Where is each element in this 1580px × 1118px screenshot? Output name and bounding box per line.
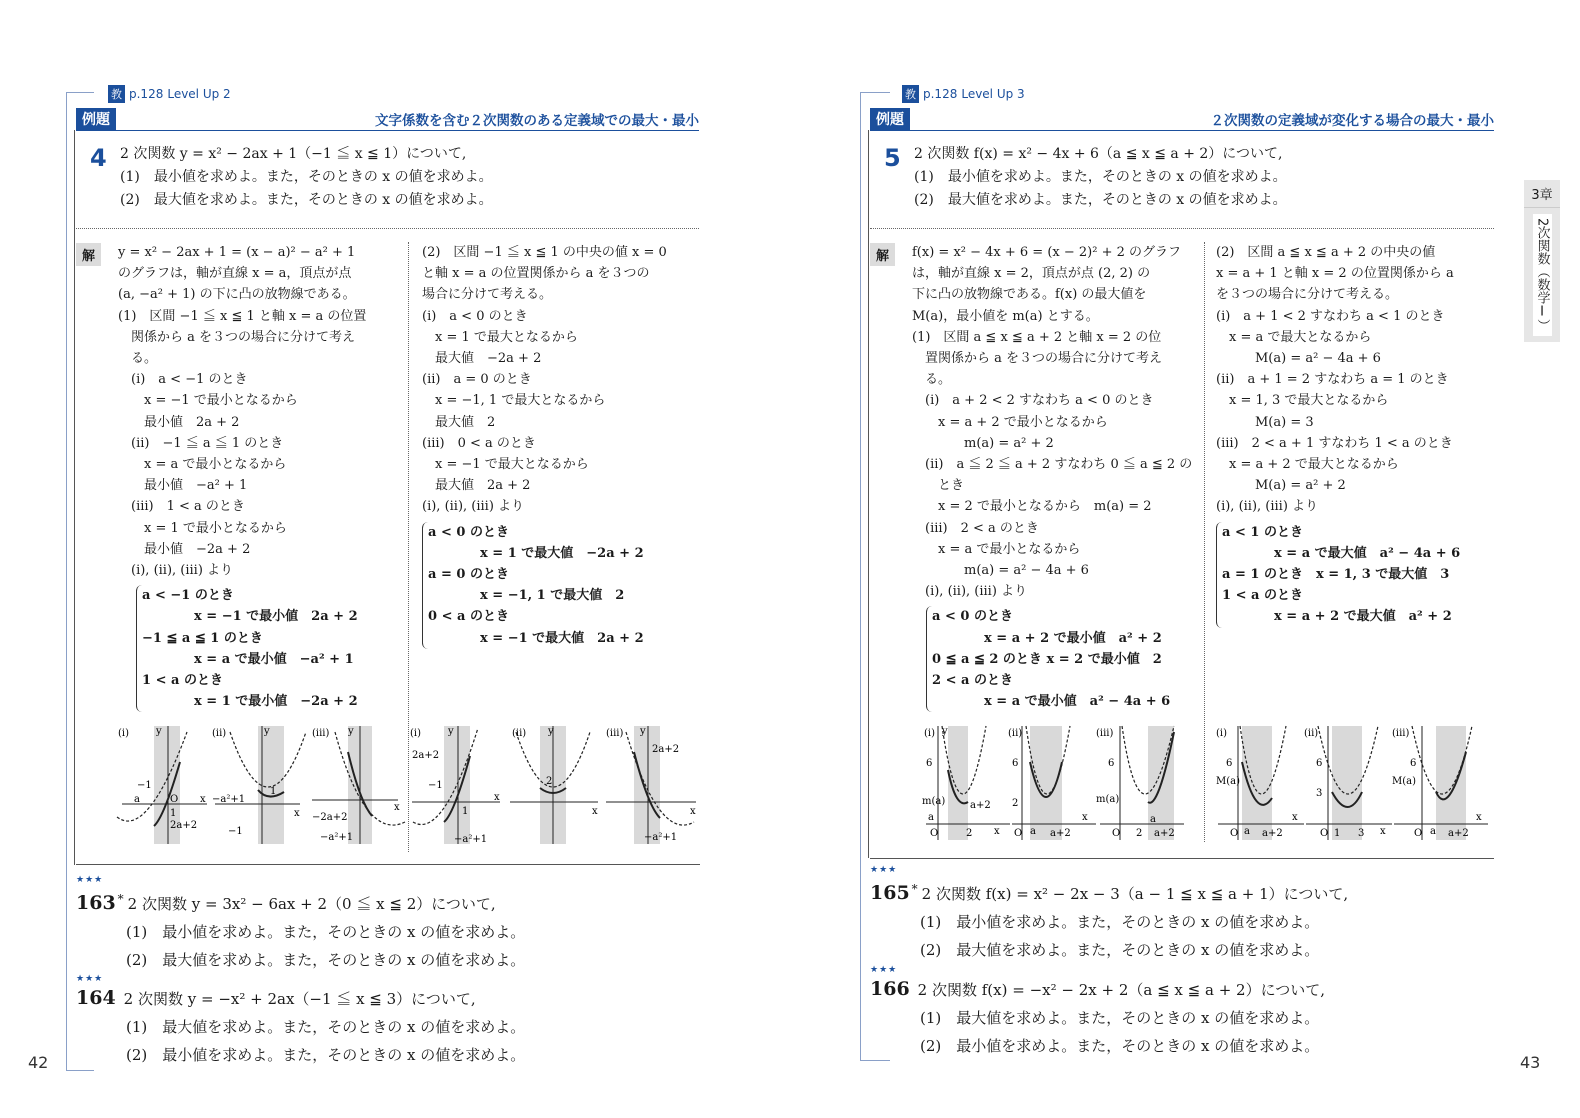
graph-label: (i) — [924, 728, 936, 739]
tick-label: −1 — [137, 780, 152, 791]
solution-line: x = −1 で最大となるから — [422, 457, 589, 473]
summary-line: 0 ≦ a ≦ 2 のとき x = 2 で最小値 2 — [932, 651, 1162, 667]
summary-line: a = 0 のとき — [428, 567, 509, 583]
graph-label: (i) — [118, 728, 130, 739]
solution-line: のグラフは，軸が直線 x = a，頂点が点 — [118, 266, 352, 282]
tick-label: a — [1430, 826, 1436, 837]
solution-line: x = a で最小となるから — [912, 541, 1081, 557]
solution-badge: 解 — [76, 243, 101, 266]
solution-line: x = −1 で最小となるから — [118, 393, 298, 409]
axis-label: x — [294, 808, 300, 819]
example-box-left — [74, 130, 75, 865]
solution-line: (1) 区間 a ≦ x ≦ a + 2 と軸 x = 2 の位 — [912, 329, 1162, 345]
solution-line: 関係から a を３つの場合に分けて考え — [118, 329, 356, 345]
solution-line: とき — [912, 478, 965, 494]
summary-line: x = −1 で最小値 2a + 2 — [142, 609, 358, 625]
tick-label: 6 — [926, 758, 933, 769]
solution-line: (i), (ii), (iii) より — [118, 563, 234, 579]
solution-line: x = a で最大となるから — [1216, 329, 1372, 345]
value-label: −2a+2 — [312, 812, 348, 823]
dotted-divider — [870, 228, 1494, 229]
axis-label: y — [448, 726, 454, 737]
axis-label: x — [200, 794, 206, 805]
solution-line: x = 1 で最大となるから — [422, 329, 578, 345]
value-label: m(a) — [1096, 794, 1120, 805]
exercise-mark: * — [117, 892, 124, 906]
solution-line: (i) a + 1 < 2 すなわち a < 1 のとき — [1216, 308, 1445, 324]
solution-line: m(a) = a² + 2 — [912, 435, 1054, 451]
origin-label: O — [170, 794, 179, 805]
solution-line: (i), (ii), (iii) より — [1216, 499, 1319, 515]
solution-column-1 — [912, 242, 1198, 712]
summary-line: a < −1 のとき — [142, 588, 234, 604]
summary-line: x = 1 で最大値 −2a + 2 — [428, 545, 644, 561]
tick-label: a+2 — [1448, 828, 1469, 839]
summary-line: 1 < a のとき — [142, 673, 223, 689]
axis-label: x — [1082, 812, 1088, 823]
summary-line: x = a で最小値 a² − 4a + 6 — [932, 694, 1171, 710]
solution-line: (ii) a ≦ 2 ≦ a + 2 すなわち 0 ≦ a ≦ 2 の — [912, 457, 1193, 473]
summary-line: x = a + 2 で最小値 a² + 2 — [932, 630, 1162, 646]
origin-label: O — [1112, 828, 1121, 839]
value-label: −a²+1 — [320, 832, 354, 843]
solution-line: (i), (ii), (iii) より — [422, 499, 525, 515]
ref-page: p.128 — [129, 87, 164, 101]
domain-shade — [1242, 726, 1272, 840]
exercise-line: 2 次関数 y = 3x² − 6ax + 2（0 ≦ x ≦ 2）について, — [127, 895, 496, 913]
example-label: 例題 — [870, 108, 910, 130]
example-header — [76, 108, 699, 131]
value-label: −a²+1 — [212, 794, 246, 805]
right-page — [790, 0, 1580, 1118]
solution-line: M(a) = a² − 4a + 6 — [1216, 351, 1381, 367]
axis-label: x — [1476, 812, 1482, 823]
solution-line: x = −1, 1 で最大となるから — [422, 393, 606, 409]
graph-i-min — [922, 726, 1010, 840]
tick-label: a+2 — [1050, 828, 1071, 839]
solution-badge: 解 — [870, 243, 895, 266]
example-box-bottom — [870, 858, 1494, 859]
graph-i-min — [117, 726, 207, 844]
solution-line: (i), (ii), (iii) より — [912, 584, 1028, 600]
graph-i-max — [410, 726, 500, 845]
problem-line: 2 次関数 y = x² − 2ax + 1（−1 ≦ x ≦ 1）について, — [120, 146, 467, 162]
graph-label: (ii) — [1304, 728, 1319, 739]
problem-line: 2 次関数 f(x) = x² − 4x + 6（a ≦ x ≦ a + 2）について, — [914, 146, 1283, 162]
tick-label: 1 — [1334, 828, 1341, 839]
value-label: M(a) — [1216, 776, 1241, 787]
page-frame-left — [860, 92, 861, 1060]
chapter-title: 2次関数（数学Ⅰ） — [1533, 214, 1552, 336]
axis-label: x — [994, 826, 1000, 837]
summary-brace — [422, 522, 700, 649]
axis-label: x — [494, 792, 500, 803]
solution-line: (iii) 0 < a のとき — [422, 435, 536, 451]
exercise-line: (1) 最大値を求めよ。また，そのときの x の値を求めよ。 — [920, 1009, 1320, 1027]
exercise-164 — [76, 975, 525, 1069]
summary-brace — [1216, 522, 1496, 628]
exercise-line: 2 次関数 f(x) = −x² − 2x + 2（a ≦ x ≦ a + 2）について, — [917, 981, 1326, 999]
solution-line: る。 — [912, 372, 952, 388]
value-label: 2a+2 — [652, 744, 680, 755]
tick-label: a — [1030, 826, 1036, 837]
solution-line: (i) a < −1 のとき — [118, 372, 248, 388]
tick-label: 6 — [1012, 758, 1019, 769]
graph-label: (i) — [1216, 728, 1228, 739]
value-label: 2a+2 — [412, 750, 440, 761]
exercise-number: 164 — [76, 987, 116, 1009]
example-topic: ２次関数の定義域が変化する場合の最大・最小 — [1210, 113, 1494, 129]
solution-line: (iii) 2 < a + 1 すなわち 1 < a のとき — [1216, 435, 1453, 451]
graph-i-max — [1216, 726, 1304, 840]
example-topic: 文字係数を含む２次関数のある定義域での最大・最小 — [375, 113, 699, 129]
exercise-line: 2 次関数 y = −x² + 2ax（−1 ≦ x ≦ 3）について, — [123, 990, 476, 1008]
tick-label: 2 — [1136, 828, 1143, 839]
example-problem — [120, 143, 493, 212]
exercise-165 — [870, 866, 1348, 964]
solution-line: x = a + 2 で最大となるから — [1216, 457, 1399, 473]
axis-label: x — [1292, 812, 1298, 823]
textbook-ref — [902, 85, 1025, 103]
axis-label: y — [156, 726, 162, 737]
textbook-icon: 教 — [902, 85, 919, 103]
exercise-163 — [76, 876, 525, 974]
solution-line: (ii) −1 ≦ a ≦ 1 のとき — [118, 435, 284, 451]
origin-label: O — [930, 828, 939, 839]
tick-label: a+2 — [970, 800, 991, 811]
solution-line: M(a)，最小値を m(a) とする。 — [912, 308, 1099, 324]
example-header — [870, 108, 1494, 131]
tick-label: a — [928, 812, 934, 823]
value-label: −a²+1 — [644, 832, 678, 843]
example-label: 例題 — [76, 108, 116, 130]
page-number: 42 — [28, 1053, 49, 1072]
problem-line: (2) 最大値を求めよ。また，そのときの x の値を求めよ。 — [914, 192, 1287, 208]
graph-ii-max — [1304, 726, 1392, 840]
domain-shade — [1030, 726, 1062, 840]
solution-line: を３つの場合に分けて考える。 — [1216, 287, 1399, 303]
tick-label: 1 — [170, 808, 177, 819]
dotted-divider — [76, 228, 699, 229]
summary-line: x = −1, 1 で最大値 2 — [428, 588, 625, 604]
tick-label: 6 — [1316, 758, 1323, 769]
solution-line: 置関係から a を３つの場合に分けて考え — [912, 351, 1163, 367]
value-label: M(a) — [1392, 776, 1417, 787]
graph-label: (ii) — [1008, 728, 1023, 739]
solution-line: 最小値 2a + 2 — [118, 414, 240, 430]
exercise-line: (2) 最大値を求めよ。また，そのときの x の値を求めよ。 — [920, 941, 1320, 959]
axis-label: x — [394, 802, 400, 813]
solution-line: x = a + 1 と軸 x = 2 の位置関係から a — [1216, 266, 1454, 282]
summary-brace — [136, 585, 400, 712]
exercise-mark: * — [911, 882, 918, 896]
example-number: 4 — [90, 144, 107, 172]
axis-label: x — [592, 806, 598, 817]
summary-line: x = a + 2 で最大値 a² + 2 — [1222, 609, 1452, 625]
solution-line: x = 1 で最小となるから — [118, 520, 287, 536]
graph-ii-max — [510, 726, 598, 844]
graph-label: (i) — [410, 728, 422, 739]
value-label: 2a+2 — [170, 820, 198, 831]
exercise-line: (2) 最小値を求めよ。また，そのときの x の値を求めよ。 — [920, 1037, 1320, 1055]
page-frame-left — [66, 92, 67, 1070]
tick-label: 3 — [1358, 828, 1365, 839]
chapter-number: 3章 — [1524, 180, 1560, 208]
graph-ii-min — [212, 726, 306, 844]
solution-line: (i) a < 0 のとき — [422, 308, 528, 324]
value-label: −a²+1 — [454, 834, 488, 845]
domain-shade — [1436, 726, 1466, 840]
solution-line: m(a) = a² − 4a + 6 — [912, 563, 1089, 579]
solution-line: x = a + 2 で最小となるから — [912, 414, 1108, 430]
graph-label: (ii) — [212, 728, 227, 739]
exercise-line: (1) 最小値を求めよ。また，そのときの x の値を求めよ。 — [126, 923, 526, 941]
tick-label: 1 — [270, 786, 277, 797]
solution-line: y = x² − 2ax + 1 = (x − a)² − a² + 1 — [118, 245, 356, 260]
solution-line: (ii) a + 1 = 2 すなわち a = 1 のとき — [1216, 372, 1449, 388]
summary-line: a < 1 のとき — [1222, 524, 1303, 540]
summary-line: 2 < a のとき — [932, 673, 1013, 689]
difficulty-stars: ★★★ — [870, 965, 898, 975]
tick-label: a+2 — [1154, 828, 1175, 839]
exercise-number: 165 — [870, 882, 910, 904]
exercise-line: 2 次関数 f(x) = x² − 2x − 3（a − 1 ≦ x ≦ a + 1）について, — [921, 885, 1349, 903]
difficulty-stars: ★★★ — [76, 974, 104, 984]
tick-label: a+2 — [1262, 828, 1283, 839]
solution-line: と軸 x = a の位置関係から a を３つの — [422, 266, 650, 282]
graph-label: (iii) — [312, 728, 330, 739]
ref-page: p.128 — [923, 87, 958, 101]
origin-label: O — [1014, 828, 1023, 839]
ref-level: Level Up 3 — [961, 87, 1025, 101]
problem-line: (1) 最小値を求めよ。また，そのときの x の値を求めよ。 — [914, 169, 1287, 185]
tick-label: 6 — [1226, 758, 1233, 769]
page-frame-top — [66, 92, 94, 93]
solution-line: x = a で最小となるから — [118, 457, 287, 473]
tick-label: 6 — [1108, 758, 1115, 769]
value-label: 2 — [546, 776, 553, 787]
solution-column-2 — [1216, 242, 1496, 628]
solution-line: 下に凸の放物線である。f(x) の最大値を — [912, 287, 1147, 303]
tick-label: 2 — [1012, 798, 1019, 809]
summary-line: 0 < a のとき — [428, 609, 509, 625]
solution-line: f(x) = x² − 4x + 6 = (x − 2)² + 2 のグラフ — [912, 245, 1182, 260]
summary-line: x = −1 で最大値 2a + 2 — [428, 630, 644, 646]
tick-label: 1 — [462, 806, 469, 817]
axis-label: y — [640, 726, 646, 737]
summary-line: x = a で最大値 a² − 4a + 6 — [1222, 545, 1461, 561]
page-frame-bottom — [66, 1070, 94, 1071]
solution-line: 最大値 2 — [422, 414, 496, 430]
origin-label: O — [1414, 828, 1423, 839]
solution-line: は，軸が直線 x = 2，頂点が点 (2, 2) の — [912, 266, 1151, 282]
ref-level: Level Up 2 — [167, 87, 231, 101]
graph-iii-max — [606, 726, 696, 844]
value-label: m(a) — [922, 796, 946, 807]
tick-label: −1 — [428, 780, 443, 791]
exercise-166 — [870, 966, 1325, 1060]
solution-line: (a, −a² + 1) の下に凸の放物線である。 — [118, 287, 356, 303]
graph-label: (ii) — [512, 728, 527, 739]
problem-line: (2) 最大値を求めよ。また，そのときの x の値を求めよ。 — [120, 192, 493, 208]
exercise-line: (1) 最大値を求めよ。また，そのときの x の値を求めよ。 — [126, 1018, 526, 1036]
graph-ii-min — [1008, 726, 1096, 840]
axis-label: x — [690, 806, 696, 817]
summary-line: a < 0 のとき — [428, 524, 509, 540]
solution-line: (iii) 1 < a のとき — [118, 499, 245, 515]
origin-label: O — [1320, 828, 1329, 839]
textbook-ref — [108, 85, 231, 103]
tick-label: −1 — [228, 826, 243, 837]
tick-label: 2 — [966, 828, 973, 839]
solution-line: る。 — [118, 351, 158, 367]
summary-line: −1 ≦ a ≦ 1 のとき — [142, 630, 263, 646]
right-graphs — [922, 722, 1500, 844]
graph-label: (iii) — [1392, 728, 1410, 739]
difficulty-stars: ★★★ — [870, 865, 898, 875]
solution-line: M(a) = a² + 2 — [1216, 478, 1346, 494]
example-problem — [914, 143, 1287, 212]
axis-label: y — [348, 726, 354, 737]
exercise-line: (2) 最大値を求めよ。また，そのときの x の値を求めよ。 — [126, 951, 526, 969]
summary-line: x = a で最小値 −a² + 1 — [142, 651, 354, 667]
solution-line: M(a) = 3 — [1216, 414, 1314, 430]
tick-label: 6 — [1410, 758, 1417, 769]
graph-label: (iii) — [1096, 728, 1114, 739]
solution-line: (ii) a = 0 のとき — [422, 372, 532, 388]
page-frame-bottom — [860, 1060, 890, 1061]
domain-shade — [444, 726, 470, 844]
chapter-side-tab — [1524, 180, 1560, 342]
solution-line: 最大値 2a + 2 — [422, 478, 531, 494]
summary-line: x = 1 で最小値 −2a + 2 — [142, 694, 358, 710]
summary-line: 1 < a のとき — [1222, 588, 1303, 604]
left-graphs — [112, 722, 702, 850]
difficulty-stars: ★★★ — [76, 875, 104, 885]
solution-line: x = 1, 3 で最大となるから — [1216, 393, 1389, 409]
example-number: 5 — [884, 144, 901, 172]
exercise-number: 166 — [870, 978, 910, 1000]
summary-line: a = 1 のとき x = 1, 3 で最大値 3 — [1222, 567, 1450, 583]
exercise-line: (2) 最小値を求めよ。また，そのときの x の値を求めよ。 — [126, 1046, 526, 1064]
tick-label: 3 — [1316, 788, 1323, 799]
solution-column-1 — [118, 242, 400, 712]
exercise-number: 163 — [76, 892, 116, 914]
solution-column-2 — [422, 242, 700, 649]
solution-line: 場合に分けて考える。 — [422, 287, 553, 303]
solution-line: (i) a + 2 < 2 すなわち a < 0 のとき — [912, 393, 1154, 409]
summary-brace — [926, 606, 1198, 712]
graph-iii-min — [312, 726, 405, 844]
example-box-bottom — [76, 864, 700, 865]
textbook-icon: 教 — [108, 85, 125, 103]
tick-label: a — [1244, 826, 1250, 837]
exercise-line: (1) 最小値を求めよ。また，そのときの x の値を求めよ。 — [920, 913, 1320, 931]
problem-line: (1) 最小値を求めよ。また，そのときの x の値を求めよ。 — [120, 169, 493, 185]
axis-label: x — [1380, 826, 1386, 837]
tick-label: a — [1150, 814, 1156, 825]
origin-label: O — [1230, 828, 1239, 839]
solution-line: (1) 区間 −1 ≦ x ≦ 1 と軸 x = a の位置 — [118, 308, 367, 324]
axis-label: y — [548, 726, 554, 737]
solution-line: (2) 区間 −1 ≦ x ≦ 1 の中央の値 x = 0 — [422, 245, 667, 260]
page-number: 43 — [1520, 1053, 1541, 1072]
solution-line: 最小値 −2a + 2 — [118, 541, 251, 557]
tick-label: a — [134, 794, 140, 805]
graph-iii-max — [1392, 726, 1488, 840]
solution-line: x = 2 で最小となるから m(a) = 2 — [912, 499, 1152, 515]
summary-line: a < 0 のとき — [932, 609, 1013, 625]
solution-line: (2) 区間 a ≦ x ≦ a + 2 の中央の値 — [1216, 245, 1436, 260]
solution-line: 最大値 −2a + 2 — [422, 351, 542, 367]
solution-line: (iii) 2 < a のとき — [912, 520, 1039, 536]
example-box-left — [868, 130, 869, 858]
page-frame-top — [860, 92, 890, 93]
graph-iii-min — [1096, 726, 1184, 840]
solution-line: 最小値 −a² + 1 — [118, 478, 248, 494]
axis-label: y — [264, 726, 270, 737]
axis-label: y — [942, 726, 948, 737]
graph-label: (iii) — [606, 728, 624, 739]
